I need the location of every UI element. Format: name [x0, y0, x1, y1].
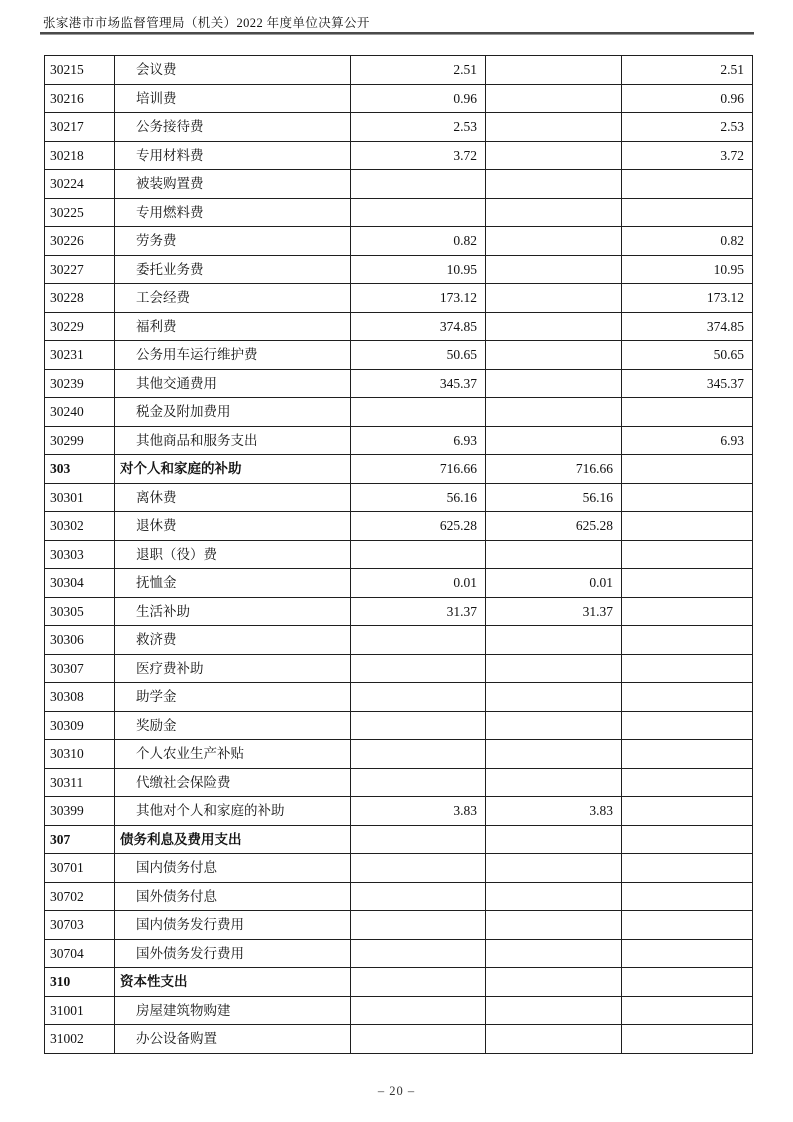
amount-cell-1	[351, 825, 486, 854]
table-row	[45, 426, 753, 455]
label-cell: 其他商品和服务支出	[115, 426, 351, 455]
table-row	[45, 284, 753, 313]
code-cell: 30302	[45, 512, 115, 541]
code-cell: 30704	[45, 939, 115, 968]
table-row	[45, 540, 753, 569]
amount-cell-2	[486, 312, 622, 341]
amount-cell-2	[486, 683, 622, 712]
amount-cell-2	[486, 768, 622, 797]
code-cell: 30227	[45, 255, 115, 284]
amount-cell-2	[486, 141, 622, 170]
label-cell: 生活补助	[115, 597, 351, 626]
amount-cell-3: 173.12	[622, 284, 753, 313]
label-cell: 离休费	[115, 483, 351, 512]
label-cell: 资本性支出	[115, 968, 351, 997]
label-cell: 其他交通费用	[115, 369, 351, 398]
amount-cell-3	[622, 825, 753, 854]
label-cell: 其他对个人和家庭的补助	[115, 797, 351, 826]
table-row	[45, 597, 753, 626]
amount-cell-1: 10.95	[351, 255, 486, 284]
table-row	[45, 711, 753, 740]
amount-cell-2	[486, 654, 622, 683]
amount-cell-2	[486, 284, 622, 313]
amount-cell-3	[622, 968, 753, 997]
header-divider	[40, 32, 754, 35]
label-cell: 劳务费	[115, 227, 351, 256]
amount-cell-1	[351, 626, 486, 655]
table-row	[45, 569, 753, 598]
amount-cell-1	[351, 654, 486, 683]
amount-cell-2: 31.37	[486, 597, 622, 626]
amount-cell-2	[486, 398, 622, 427]
table-row	[45, 968, 753, 997]
amount-cell-1: 3.83	[351, 797, 486, 826]
amount-cell-1	[351, 711, 486, 740]
code-cell: 303	[45, 455, 115, 484]
amount-cell-3	[622, 711, 753, 740]
amount-cell-3: 10.95	[622, 255, 753, 284]
code-cell: 30304	[45, 569, 115, 598]
amount-cell-1	[351, 939, 486, 968]
table-row	[45, 369, 753, 398]
amount-cell-1	[351, 854, 486, 883]
amount-cell-3	[622, 854, 753, 883]
code-cell: 30239	[45, 369, 115, 398]
table-row	[45, 255, 753, 284]
amount-cell-1: 6.93	[351, 426, 486, 455]
code-cell: 30217	[45, 113, 115, 142]
table-row	[45, 198, 753, 227]
table-row	[45, 626, 753, 655]
code-cell: 30702	[45, 882, 115, 911]
amount-cell-3: 2.51	[622, 56, 753, 85]
amount-cell-1: 345.37	[351, 369, 486, 398]
amount-cell-2	[486, 84, 622, 113]
amount-cell-3	[622, 198, 753, 227]
table-row	[45, 683, 753, 712]
code-cell: 30216	[45, 84, 115, 113]
code-cell: 30240	[45, 398, 115, 427]
amount-cell-2	[486, 626, 622, 655]
amount-cell-3	[622, 540, 753, 569]
amount-cell-3: 6.93	[622, 426, 753, 455]
amount-cell-3	[622, 882, 753, 911]
amount-cell-2: 625.28	[486, 512, 622, 541]
code-cell: 30231	[45, 341, 115, 370]
amount-cell-2: 716.66	[486, 455, 622, 484]
amount-cell-2	[486, 740, 622, 769]
amount-cell-1: 625.28	[351, 512, 486, 541]
table-row	[45, 170, 753, 199]
amount-cell-3	[622, 569, 753, 598]
amount-cell-2	[486, 996, 622, 1025]
code-cell: 30399	[45, 797, 115, 826]
table-row	[45, 341, 753, 370]
amount-cell-3: 3.72	[622, 141, 753, 170]
label-cell: 助学金	[115, 683, 351, 712]
table-row	[45, 483, 753, 512]
amount-cell-3	[622, 597, 753, 626]
table-row	[45, 797, 753, 826]
page-number: – 20 –	[377, 1084, 416, 1098]
amount-cell-3: 50.65	[622, 341, 753, 370]
amount-cell-1	[351, 911, 486, 940]
label-cell: 会议费	[115, 56, 351, 85]
table-row	[45, 996, 753, 1025]
budget-table	[44, 55, 753, 1054]
table-row	[45, 911, 753, 940]
amount-cell-1: 0.82	[351, 227, 486, 256]
label-cell: 办公设备购置	[115, 1025, 351, 1054]
code-cell: 30303	[45, 540, 115, 569]
amount-cell-1	[351, 740, 486, 769]
amount-cell-2	[486, 854, 622, 883]
label-cell: 退休费	[115, 512, 351, 541]
label-cell: 房屋建筑物购建	[115, 996, 351, 1025]
code-cell: 30218	[45, 141, 115, 170]
table-row	[45, 227, 753, 256]
amount-cell-1	[351, 996, 486, 1025]
amount-cell-2: 0.01	[486, 569, 622, 598]
amount-cell-3	[622, 1025, 753, 1054]
amount-cell-2	[486, 255, 622, 284]
code-cell: 30308	[45, 683, 115, 712]
table-row	[45, 825, 753, 854]
amount-cell-3	[622, 654, 753, 683]
label-cell: 对个人和家庭的补助	[115, 455, 351, 484]
amount-cell-3	[622, 512, 753, 541]
amount-cell-2	[486, 939, 622, 968]
code-cell: 30306	[45, 626, 115, 655]
amount-cell-3	[622, 996, 753, 1025]
amount-cell-3: 0.96	[622, 84, 753, 113]
amount-cell-3: 0.82	[622, 227, 753, 256]
amount-cell-2	[486, 227, 622, 256]
amount-cell-1: 0.96	[351, 84, 486, 113]
table-row	[45, 455, 753, 484]
label-cell: 国内债务发行费用	[115, 911, 351, 940]
amount-cell-3	[622, 455, 753, 484]
amount-cell-3	[622, 483, 753, 512]
amount-cell-1: 173.12	[351, 284, 486, 313]
code-cell: 30226	[45, 227, 115, 256]
code-cell: 30224	[45, 170, 115, 199]
amount-cell-2	[486, 825, 622, 854]
table-row	[45, 854, 753, 883]
table-row	[45, 141, 753, 170]
amount-cell-1	[351, 170, 486, 199]
table-row	[45, 84, 753, 113]
label-cell: 专用材料费	[115, 141, 351, 170]
amount-cell-2	[486, 882, 622, 911]
page-footer	[0, 1084, 793, 1099]
amount-cell-3: 345.37	[622, 369, 753, 398]
code-cell: 30299	[45, 426, 115, 455]
budget-table-body	[45, 56, 753, 1054]
table-row	[45, 654, 753, 683]
amount-cell-1: 374.85	[351, 312, 486, 341]
amount-cell-3	[622, 911, 753, 940]
label-cell: 福利费	[115, 312, 351, 341]
amount-cell-2	[486, 56, 622, 85]
amount-cell-2	[486, 968, 622, 997]
amount-cell-3	[622, 626, 753, 655]
amount-cell-1	[351, 768, 486, 797]
label-cell: 公务接待费	[115, 113, 351, 142]
amount-cell-1	[351, 1025, 486, 1054]
amount-cell-1	[351, 198, 486, 227]
code-cell: 30301	[45, 483, 115, 512]
label-cell: 培训费	[115, 84, 351, 113]
label-cell: 债务利息及费用支出	[115, 825, 351, 854]
table-row	[45, 740, 753, 769]
amount-cell-1: 2.53	[351, 113, 486, 142]
amount-cell-1	[351, 882, 486, 911]
amount-cell-2: 3.83	[486, 797, 622, 826]
amount-cell-2	[486, 170, 622, 199]
table-row	[45, 1025, 753, 1054]
amount-cell-2	[486, 113, 622, 142]
label-cell: 国外债务付息	[115, 882, 351, 911]
amount-cell-2	[486, 1025, 622, 1054]
amount-cell-2	[486, 198, 622, 227]
code-cell: 30307	[45, 654, 115, 683]
amount-cell-1: 56.16	[351, 483, 486, 512]
table-row	[45, 113, 753, 142]
code-cell: 31002	[45, 1025, 115, 1054]
code-cell: 30701	[45, 854, 115, 883]
code-cell: 310	[45, 968, 115, 997]
code-cell: 30225	[45, 198, 115, 227]
label-cell: 个人农业生产补贴	[115, 740, 351, 769]
amount-cell-2: 56.16	[486, 483, 622, 512]
amount-cell-3: 374.85	[622, 312, 753, 341]
code-cell: 30310	[45, 740, 115, 769]
code-cell: 307	[45, 825, 115, 854]
amount-cell-3	[622, 398, 753, 427]
label-cell: 被装购置费	[115, 170, 351, 199]
amount-cell-3	[622, 740, 753, 769]
table-row	[45, 939, 753, 968]
amount-cell-2	[486, 911, 622, 940]
amount-cell-1	[351, 968, 486, 997]
amount-cell-2	[486, 426, 622, 455]
label-cell: 救济费	[115, 626, 351, 655]
label-cell: 专用燃料费	[115, 198, 351, 227]
label-cell: 税金及附加费用	[115, 398, 351, 427]
amount-cell-3	[622, 939, 753, 968]
document-title: 张家港市市场监督管理局（机关）2022 年度单位决算公开	[43, 16, 370, 30]
table-row	[45, 512, 753, 541]
table-row	[45, 882, 753, 911]
code-cell: 30228	[45, 284, 115, 313]
table-row	[45, 56, 753, 85]
amount-cell-3	[622, 170, 753, 199]
amount-cell-1	[351, 683, 486, 712]
label-cell: 代缴社会保险费	[115, 768, 351, 797]
code-cell: 30703	[45, 911, 115, 940]
amount-cell-1: 31.37	[351, 597, 486, 626]
code-cell: 30311	[45, 768, 115, 797]
label-cell: 奖励金	[115, 711, 351, 740]
amount-cell-1: 3.72	[351, 141, 486, 170]
amount-cell-2	[486, 711, 622, 740]
label-cell: 委托业务费	[115, 255, 351, 284]
amount-cell-2	[486, 369, 622, 398]
label-cell: 医疗费补助	[115, 654, 351, 683]
table-row	[45, 768, 753, 797]
code-cell: 31001	[45, 996, 115, 1025]
amount-cell-3	[622, 797, 753, 826]
amount-cell-1	[351, 540, 486, 569]
label-cell: 退职（役）费	[115, 540, 351, 569]
code-cell: 30215	[45, 56, 115, 85]
code-cell: 30309	[45, 711, 115, 740]
label-cell: 国外债务发行费用	[115, 939, 351, 968]
amount-cell-1: 50.65	[351, 341, 486, 370]
label-cell: 抚恤金	[115, 569, 351, 598]
table-row	[45, 312, 753, 341]
amount-cell-3	[622, 768, 753, 797]
amount-cell-1	[351, 398, 486, 427]
code-cell: 30305	[45, 597, 115, 626]
amount-cell-3: 2.53	[622, 113, 753, 142]
amount-cell-1: 716.66	[351, 455, 486, 484]
amount-cell-2	[486, 341, 622, 370]
amount-cell-3	[622, 683, 753, 712]
amount-cell-2	[486, 540, 622, 569]
amount-cell-1: 0.01	[351, 569, 486, 598]
table-row	[45, 398, 753, 427]
amount-cell-1: 2.51	[351, 56, 486, 85]
label-cell: 公务用车运行维护费	[115, 341, 351, 370]
code-cell: 30229	[45, 312, 115, 341]
label-cell: 工会经费	[115, 284, 351, 313]
label-cell: 国内债务付息	[115, 854, 351, 883]
